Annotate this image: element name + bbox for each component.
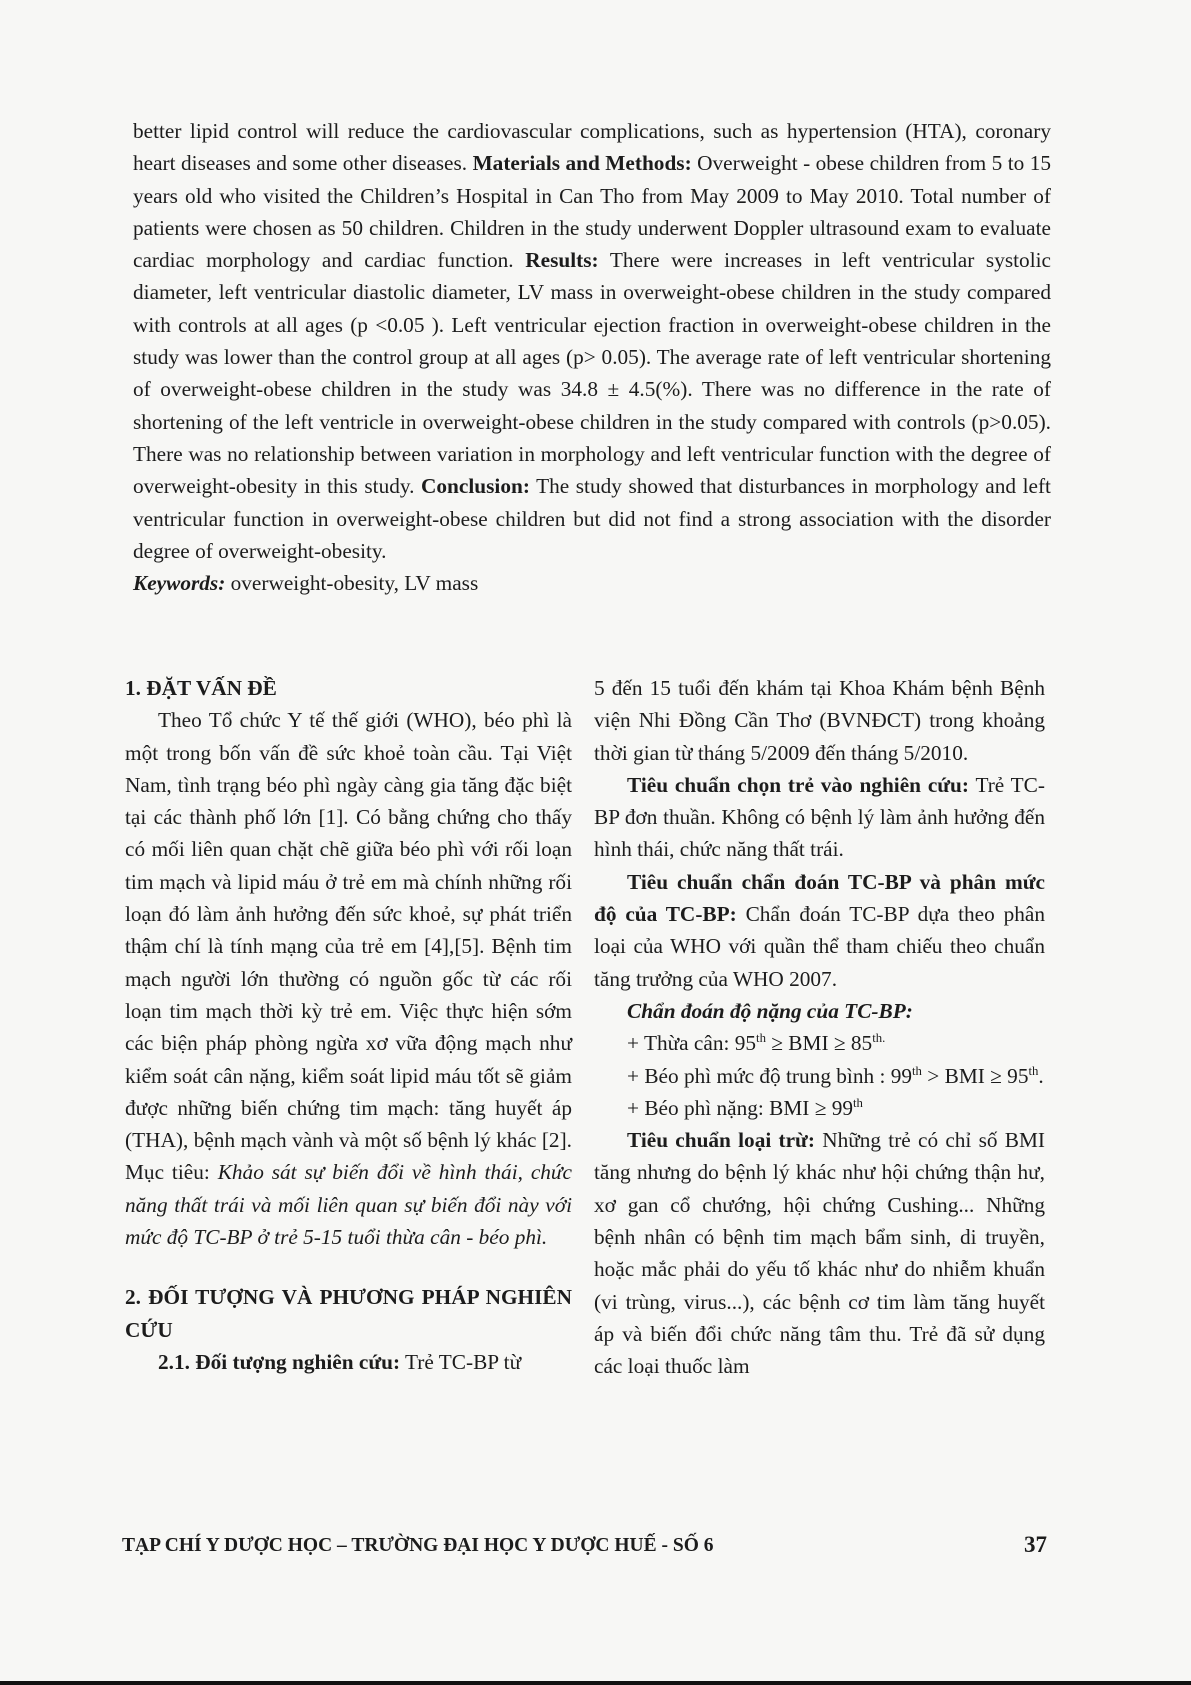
keywords-line — [133, 567, 1051, 599]
diagnosis-text: Chẩn đoán TC-BP dựa theo phân loại của WHO với quần thể tham chiếu theo chuẩn tăng trưởng của WHO 2007. — [594, 902, 1045, 991]
subsection-2-1 — [125, 1346, 572, 1378]
left-column — [125, 672, 572, 1378]
page-number: 37 — [1024, 1532, 1047, 1557]
diagnosis-criteria — [594, 866, 1045, 995]
diagnosis-label: Tiêu chuẩn chẩn đoán TC-BP và phân mức độ của TC-BP: — [594, 869, 1045, 927]
results-label: Results: — [525, 248, 599, 273]
inclusion-text: Trẻ TC-BP đơn thuần. Không có bệnh lý làm ảnh hưởng đến hình thái, chức năng thất trái. — [594, 772, 1045, 862]
methods-label: Materials and Methods: — [472, 151, 692, 176]
severity-label: Chẩn đoán độ nặng của TC-BP: — [627, 998, 913, 1023]
section-1-text: Theo Tổ chức Y tế thế giới (WHO), béo phì là một trong bốn vấn đề sức khoẻ toàn cầu. Tại Việt Nam, tình trạng béo phì ngày càng gia tăng đặc biệt tại các thành phố lớn [1]. Có bằng chứng cho thấy có mối liên quan chặt chẽ giữa béo phì với rối loạn tim mạch và lipid máu ở trẻ em mà chính những rối loạn đó làm ảnh hưởng đến sức khoẻ, sự phát triển thậm chí là tính mạng của trẻ em [4],[5]. Bệnh tim mạch người lớn thường có nguồn gốc từ các rối loạn tim mạch thời kỳ trẻ em. Việc thực hiện sớm các biện pháp phòng ngừa xơ vữa động mạch như kiểm soát cân nặng, kiểm soát lipid máu tốt sẽ giảm được những biến chứng tim mạch: tăng huyết áp (THA), bệnh mạch vành và một số bệnh lý khác [2]. — [125, 708, 572, 1153]
subsection-2-1-text: Trẻ TC-BP từ — [405, 1349, 522, 1374]
results-text: There were increases in left ventricular systolic diameter, left ventricular diastolic diameter, LV mass in overweight-obese children in the study compared with controls at all ages (p <0.05 ). Left ventricular ejection fraction in overweight-obese children in the study was lower than the control group at all ages (p> 0.05). The average rate of left ventricular shortening of overweight-obese children in the study was 34.8 ± 4.5(%). There was no difference in the rate of shortening of the left ventricle in overweight-obese children in the study compared with controls (p>0.05). There was no relationship between variation in morphology and left ventricular function with the degree of overweight-obesity in this study. — [133, 248, 1051, 499]
keywords-label: Keywords: — [133, 571, 226, 596]
exclusion-text: Những trẻ có chỉ số BMI tăng nhưng do bệnh lý khác như hội chứng thận hư, xơ gan cổ chướng, hội chứng Cushing... Những bệnh nhân có bệnh tim mạch bẩm sinh, di truyền, hoặc mắc phải do yếu tố khác như do nhiễm khuẩn (vi trùng, virus...), các bệnh cơ tim làm tăng huyết áp và biến đổi chức năng tâm thu. Trẻ đã sử dụng các loại thuốc làm — [594, 1128, 1045, 1379]
objective-label: Mục tiêu: — [125, 1160, 210, 1185]
moderate-obesity-criterion: + Béo phì mức độ trung bình : 99th > BMI ≥ 95th. — [627, 1063, 1044, 1088]
subsection-2-1-label: 2.1. Đối tượng nghiên cứu: — [158, 1349, 401, 1374]
exclusion-label: Tiêu chuẩn loại trừ: — [627, 1128, 815, 1153]
severity-heading — [594, 995, 1045, 1027]
abstract-text — [133, 115, 1051, 567]
abstract-intro: better lipid control will reduce the cardiovascular complications, such as hypertension (HTA), coronary heart diseases and some other diseases. — [133, 119, 1051, 176]
exclusion-criteria — [594, 1124, 1045, 1382]
keywords-text: overweight-obesity, LV mass — [230, 571, 479, 596]
conclusion-text: The study showed that disturbances in morphology and left ventricular function in overweight-obese children but did not find a strong association with the disorder degree of overweight-obesity. — [133, 474, 1051, 563]
objective-text: Khảo sát sự biến đổi về hình thái, chức năng thất trái và mối liên quan sự biến đổi này với mức độ TC-BP ở trẻ 5-15 tuổi thừa cân - béo phì. — [125, 1160, 572, 1250]
severe-obesity-criterion: + Béo phì nặng: BMI ≥ 99th — [627, 1095, 863, 1120]
conclusion-label: Conclusion: — [421, 474, 530, 499]
methods-text: Overweight - obese children from 5 to 15 years old who visited the Children’s Hospital in Can Tho from May 2009 to May 2010. Total number of patients were chosen as 50 children. Children in the study underwent Doppler ultrasound exam to evaluate cardiac morphology and cardiac function. — [133, 151, 1052, 273]
page-footer — [122, 1532, 1047, 1557]
journal-name: TẠP CHÍ Y DƯỢC HỌC – TRƯỜNG ĐẠI HỌC Y DƯỢC HUẾ - SỐ 6 — [122, 1535, 714, 1556]
subsection-2-1-continued: 5 đến 15 tuổi đến khám tại Khoa Khám bệnh Bệnh viện Nhi Đồng Cần Thơ (BVNĐCT) trong khoảng thời gian từ tháng 5/2009 đến tháng 5/2010. — [594, 676, 1045, 765]
section-1-paragraph — [125, 704, 572, 1253]
scan-edge — [0, 1681, 1191, 1685]
inclusion-criteria — [594, 769, 1045, 866]
section-1-heading: 1. ĐẶT VẤN ĐỀ — [125, 676, 277, 700]
section-2-heading: 2. ĐỐI TƯỢNG VÀ PHƯƠNG PHÁP NGHIÊN CỨU — [125, 1285, 572, 1342]
right-column — [594, 672, 1045, 1383]
overweight-criterion: + Thừa cân: 95th ≥ BMI ≥ $85^{th.}$ — [627, 1031, 886, 1056]
abstract-block — [133, 115, 1051, 599]
inclusion-label: Tiêu chuẩn chọn trẻ vào nghiên cứu: — [627, 772, 969, 797]
